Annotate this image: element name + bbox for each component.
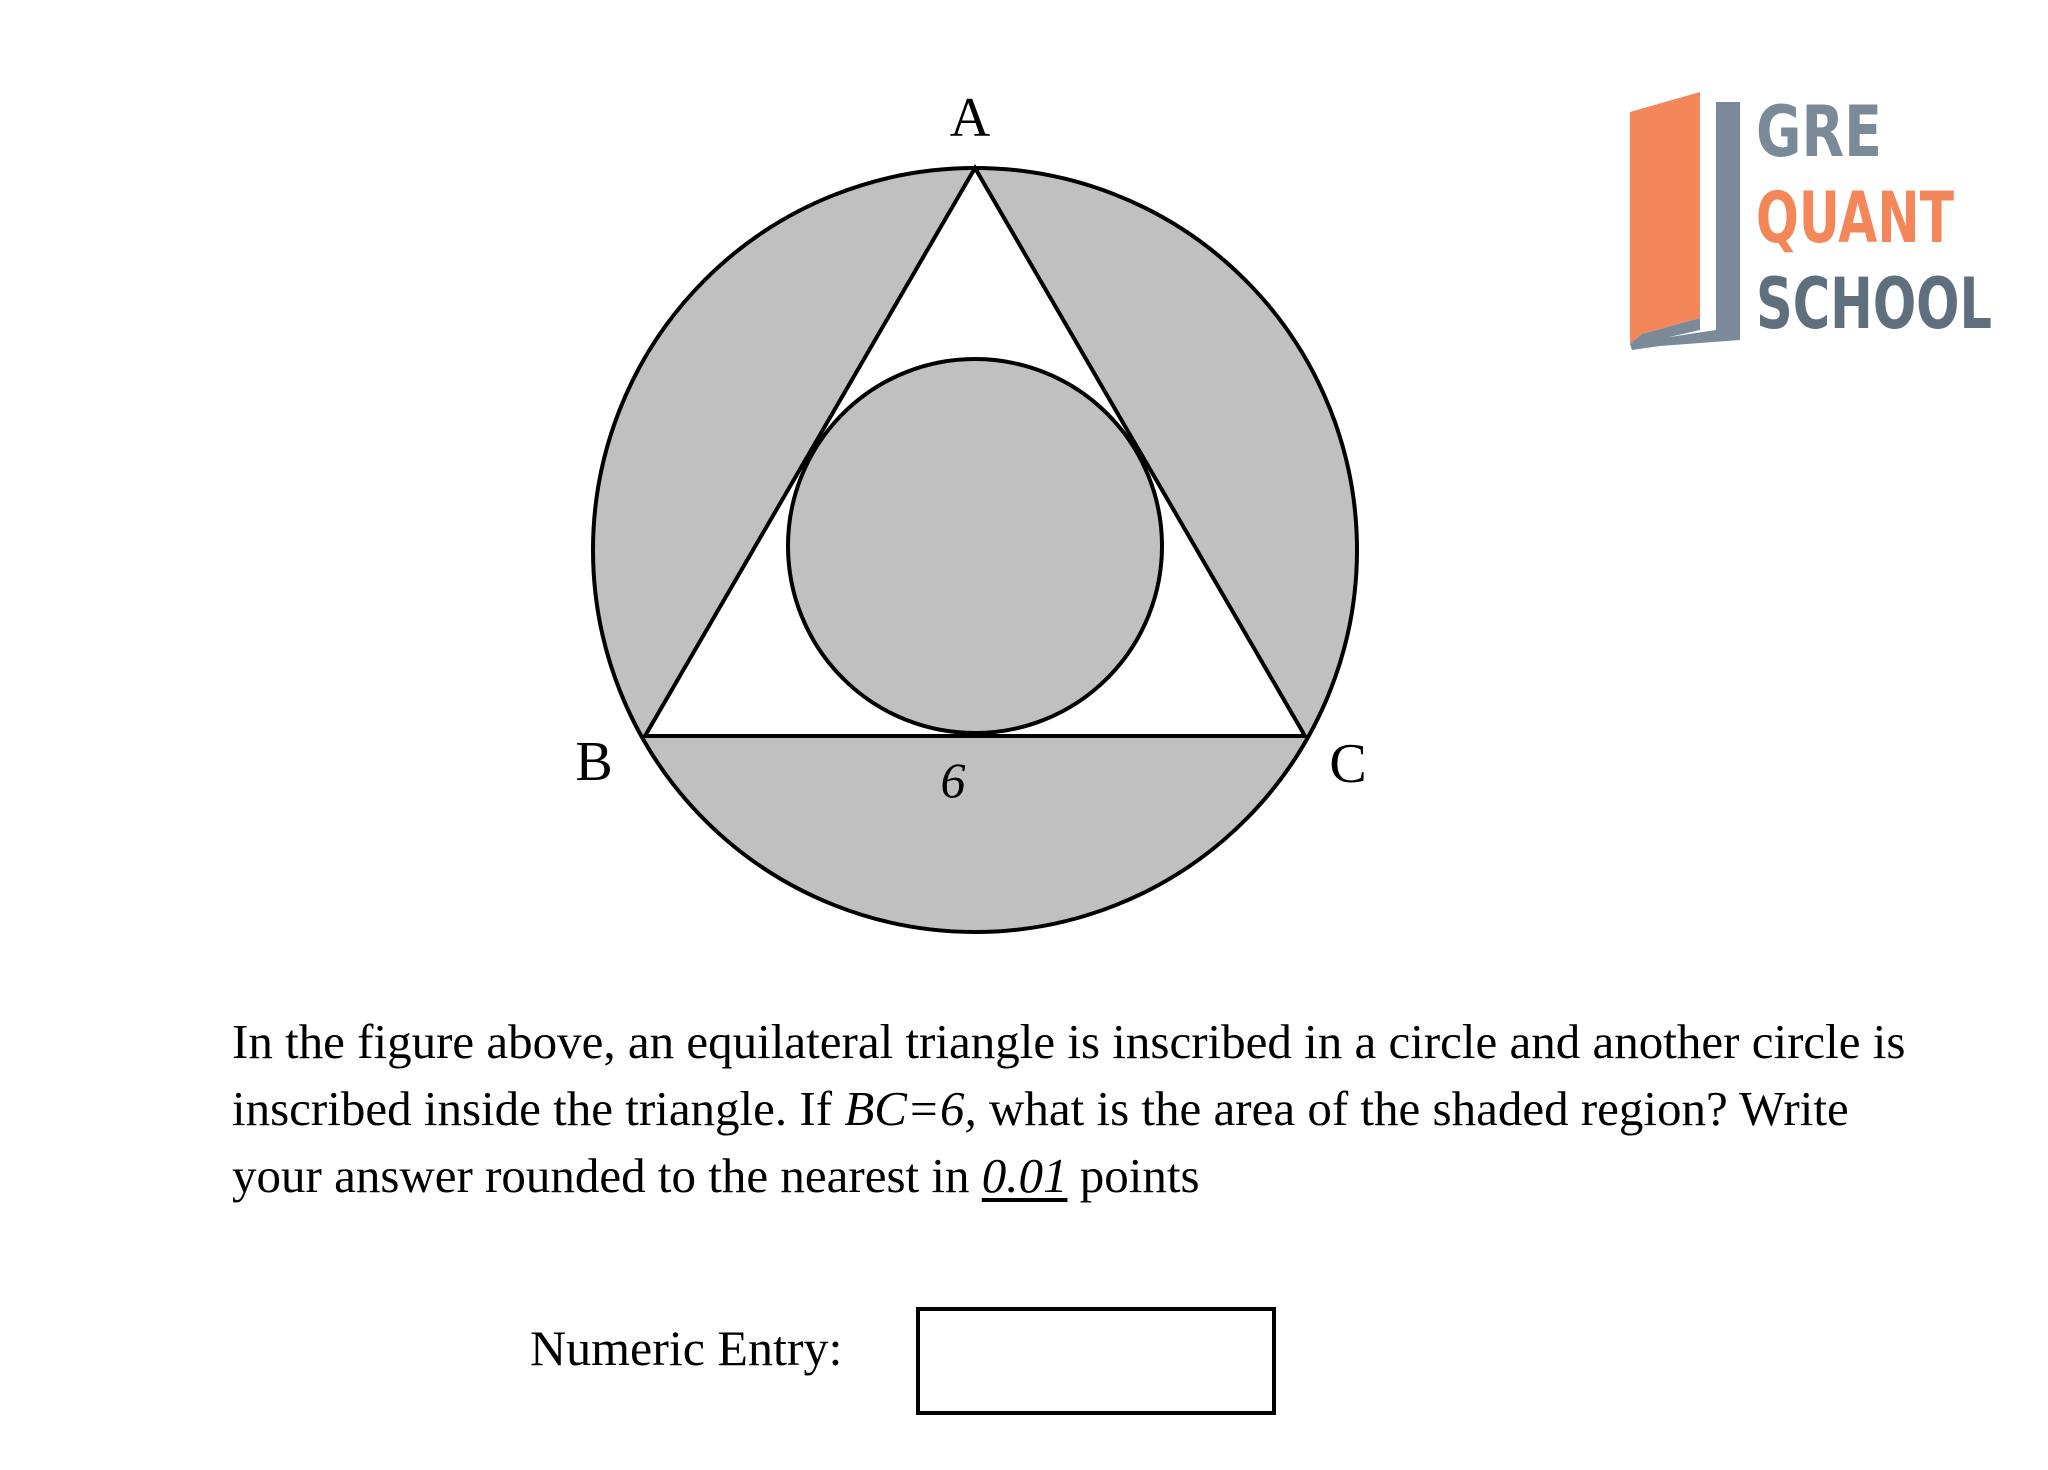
vertex-label-b: B (575, 731, 613, 793)
logo-text-quant: QUANT (1756, 177, 1955, 259)
vertex-label-a: A (949, 87, 991, 149)
numeric-entry-label: Numeric Entry: (530, 1320, 843, 1376)
open-book-icon (1630, 92, 1740, 350)
gre-quant-school-logo (1630, 91, 1992, 350)
question-part-1: In the figure above, an equilateral triangle is inscribed in a circle and another circle is inscribed inside the triangle. If (232, 1014, 1906, 1136)
inscribed-circle (788, 359, 1162, 733)
question-text (232, 1008, 1932, 1209)
question-part-3: points (1067, 1148, 1200, 1203)
question-math-expression: BC=6, (844, 1081, 977, 1136)
side-bc-label: 6 (940, 752, 966, 808)
numeric-entry-input[interactable] (916, 1307, 1276, 1415)
vertex-label-c: C (1329, 733, 1367, 795)
rounding-precision: 0.01 (981, 1148, 1068, 1203)
circle-triangle-diagram (575, 87, 1366, 932)
logo-text-school: SCHOOL (1756, 263, 1992, 345)
logo-text-gre: GRE (1756, 91, 1882, 173)
question-part-2: what is the area of the shaded region? Write your answer rounded to the nearest in (232, 1081, 1849, 1203)
